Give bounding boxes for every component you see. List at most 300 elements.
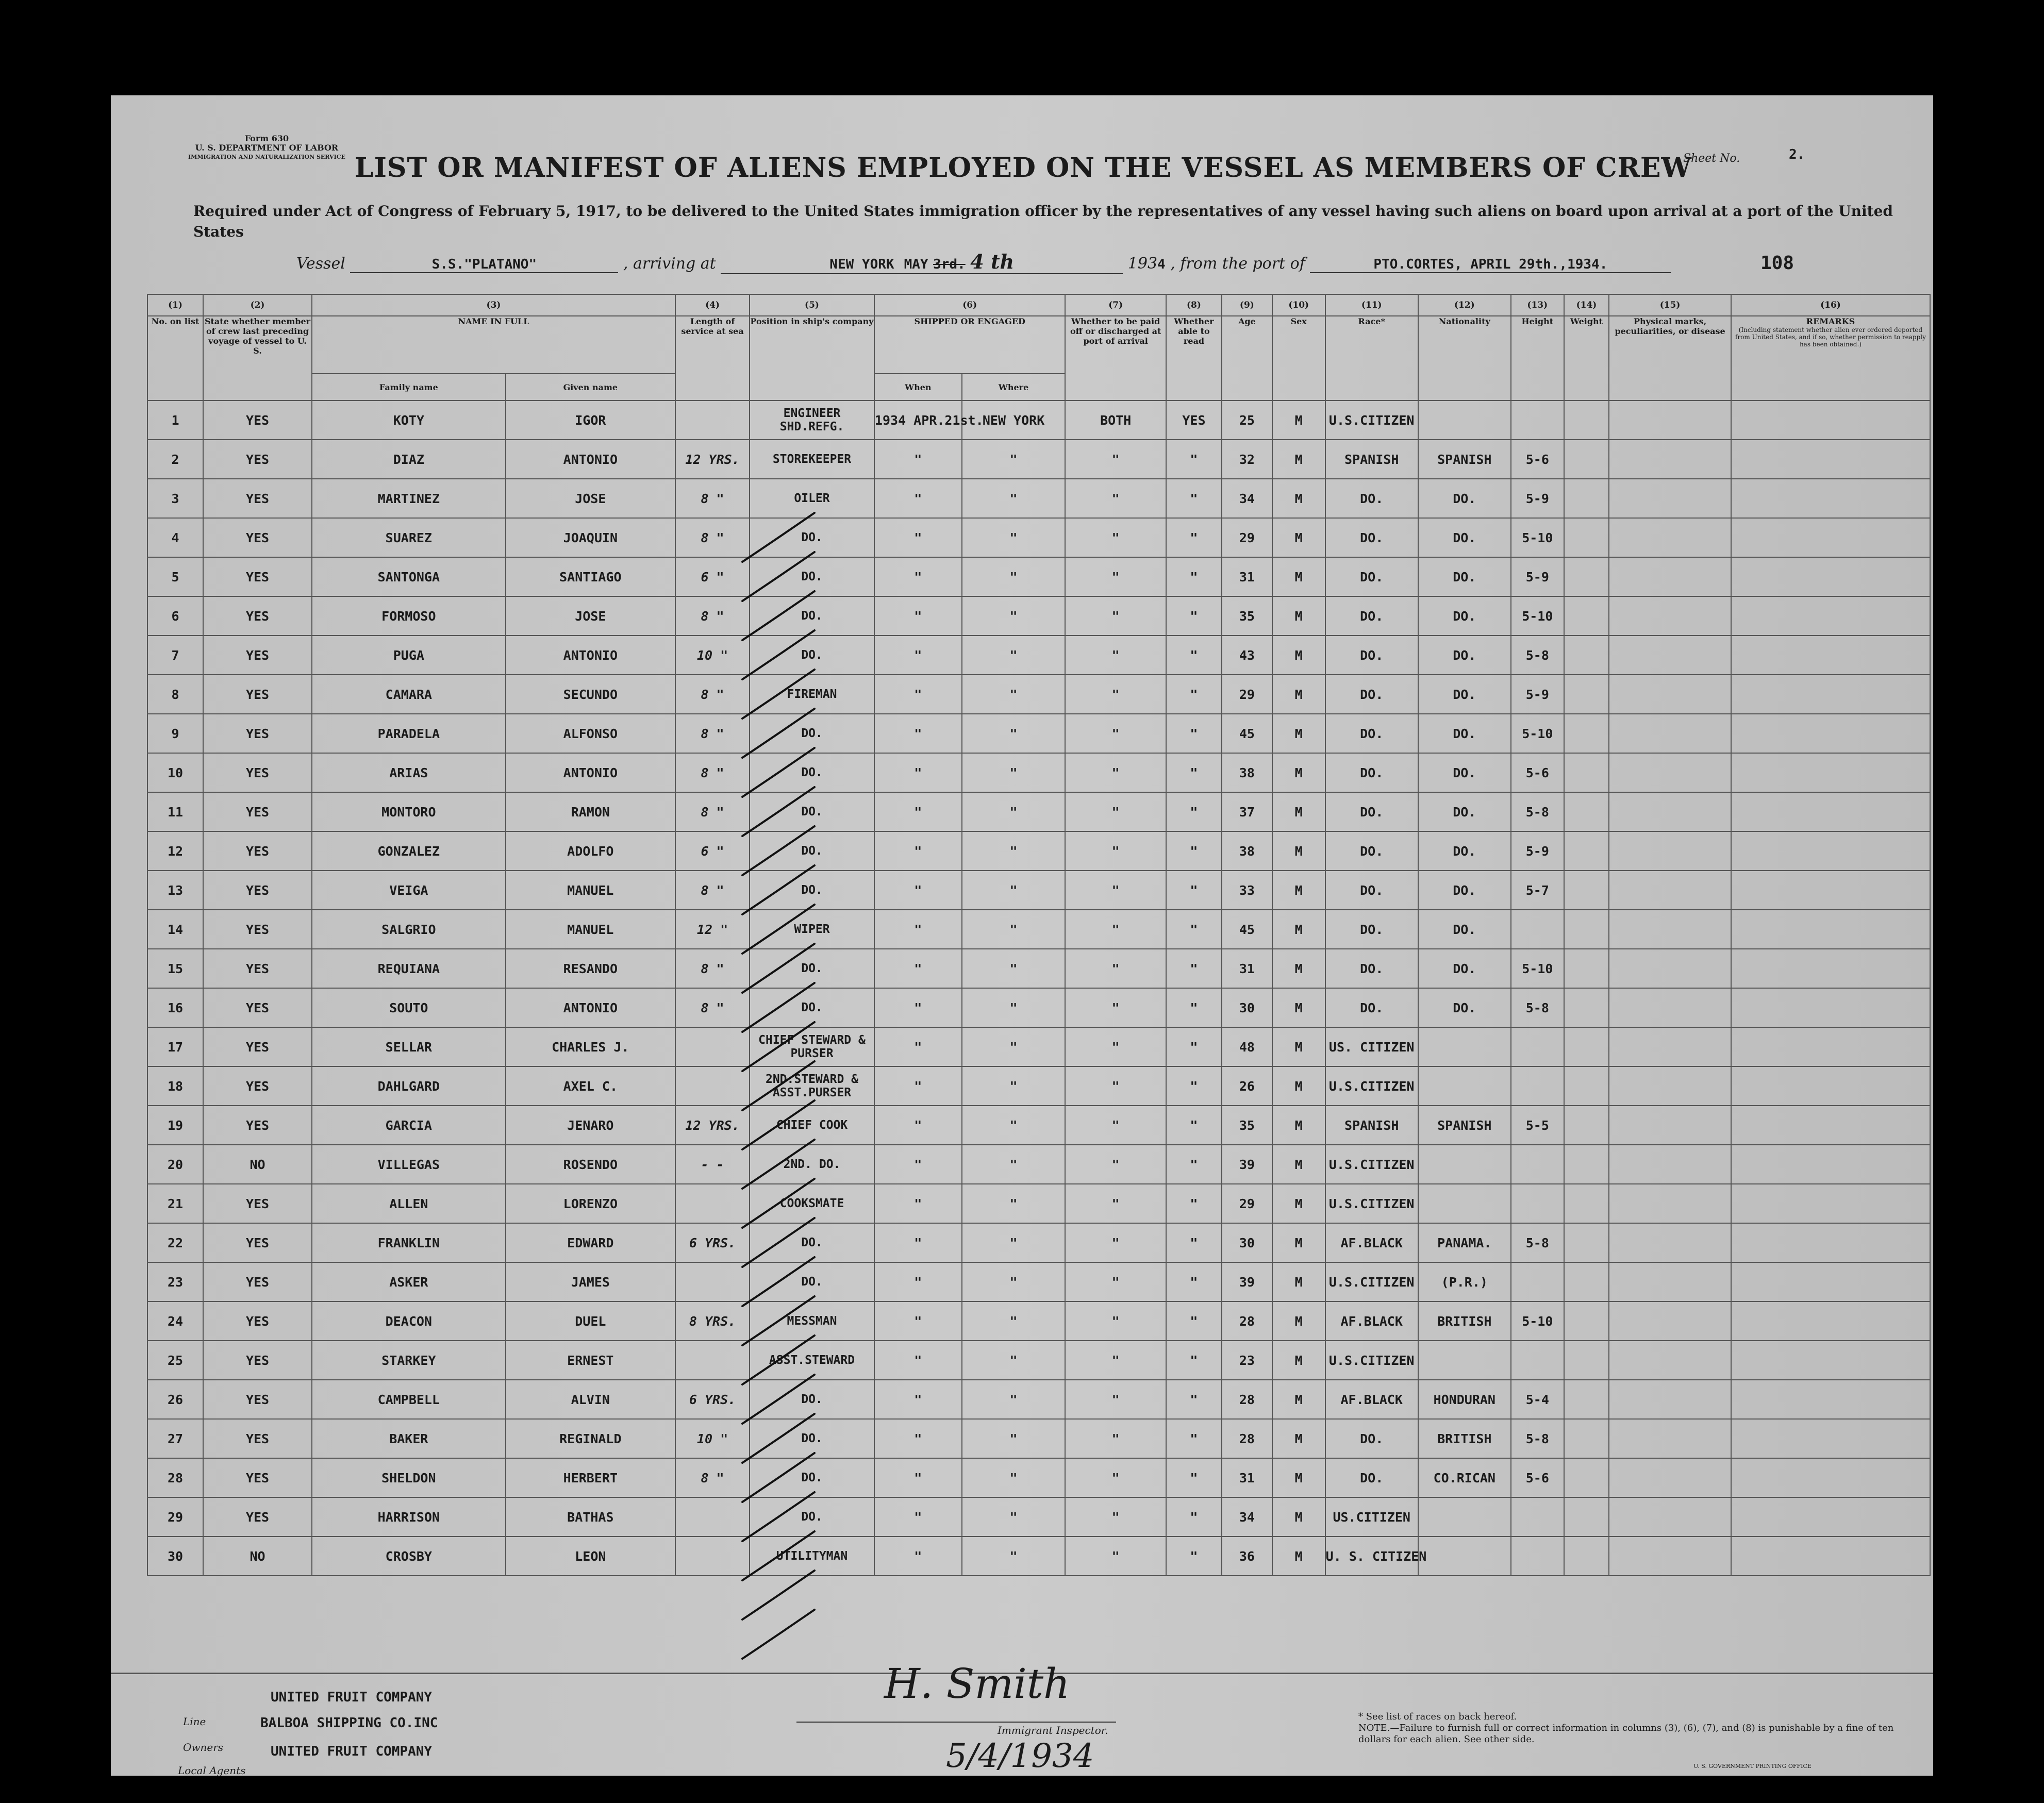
col-num: (9) [1222, 294, 1272, 316]
signature-line [796, 1722, 1116, 1723]
cell-given-name: EDWARD [506, 1223, 675, 1262]
cell-able-to-read: " [1166, 1380, 1222, 1419]
cell-weight [1564, 400, 1609, 440]
cell-nationality: DO. [1418, 910, 1511, 949]
cell-family-name: KOTY [312, 400, 506, 440]
cell-family-name: STARKEY [312, 1341, 506, 1380]
cell-physical-marks [1609, 518, 1731, 557]
cell-physical-marks [1609, 1537, 1731, 1576]
check-slash [742, 1061, 815, 1110]
cell-length-of-service: 10 " [675, 636, 750, 675]
cell-previous-voyage: NO [203, 1145, 312, 1184]
cell-position: CHIEF STEWARD & PURSER [750, 1027, 874, 1066]
col-num: (8) [1166, 294, 1222, 316]
cell-nationality: DO. [1418, 518, 1511, 557]
check-slash [742, 552, 815, 601]
cell-remarks [1731, 792, 1930, 831]
cell-weight [1564, 518, 1609, 557]
cell-shipped-where: " [962, 1341, 1066, 1380]
check-slash [742, 591, 815, 640]
cell-shipped-where: " [962, 753, 1066, 792]
check-slash [742, 1492, 815, 1541]
cell-previous-voyage: YES [203, 1223, 312, 1262]
cell-nationality: HONDURAN [1418, 1380, 1511, 1419]
check-slash [742, 670, 815, 719]
cell-shipped-where: " [962, 949, 1066, 988]
cell-race: DO. [1325, 1419, 1418, 1458]
cell-previous-voyage: YES [203, 792, 312, 831]
cell-nationality [1418, 1145, 1511, 1184]
cell-remarks [1731, 1301, 1930, 1341]
cell-shipped-where: " [962, 636, 1066, 675]
arrival-day: 4 th [970, 250, 1015, 273]
document-header [111, 95, 1933, 302]
cell-paid-off: " [1065, 1341, 1166, 1380]
table-row [147, 1341, 1930, 1380]
cell-position: DO. [750, 596, 874, 636]
cell-given-name: CHARLES J. [506, 1027, 675, 1066]
cell-height: 5-10 [1511, 1301, 1564, 1341]
cell-given-name: ANTONIO [506, 753, 675, 792]
cell-sex: M [1272, 1106, 1325, 1145]
cell-paid-off: " [1065, 1497, 1166, 1537]
col-num: (15) [1609, 294, 1731, 316]
cell-sex: M [1272, 871, 1325, 910]
cell-race: DO. [1325, 792, 1418, 831]
cell-sex: M [1272, 831, 1325, 871]
cell-family-name: MARTINEZ [312, 479, 506, 518]
cell-previous-voyage: YES [203, 518, 312, 557]
cell-nationality: DO. [1418, 792, 1511, 831]
cell-row-number: 21 [147, 1184, 203, 1223]
cell-paid-off: " [1065, 1419, 1166, 1458]
cell-shipped-where: " [962, 910, 1066, 949]
col-num: (5) [750, 294, 874, 316]
cell-row-number: 7 [147, 636, 203, 675]
table-row [147, 714, 1930, 753]
cell-nationality: (P.R.) [1418, 1262, 1511, 1301]
cell-physical-marks [1609, 440, 1731, 479]
cell-weight [1564, 949, 1609, 988]
header-race: Race* [1325, 316, 1418, 400]
check-slash [742, 630, 815, 679]
cell-remarks [1731, 714, 1930, 753]
cell-age: 30 [1222, 1223, 1272, 1262]
cell-family-name: SALGRIO [312, 910, 506, 949]
cell-shipped-when: " [874, 792, 962, 831]
cell-row-number: 15 [147, 949, 203, 988]
header-position: Position in ship's company [750, 316, 874, 400]
cell-position: DO. [750, 518, 874, 557]
cell-previous-voyage: YES [203, 1066, 312, 1106]
cell-length-of-service: 12 YRS. [675, 440, 750, 479]
cell-sex: M [1272, 1066, 1325, 1106]
cell-given-name: ANTONIO [506, 636, 675, 675]
cell-family-name: DIAZ [312, 440, 506, 479]
cell-race: DO. [1325, 988, 1418, 1027]
cell-age: 31 [1222, 949, 1272, 988]
header-name-in-full: NAME IN FULL [312, 316, 675, 374]
cell-sex: M [1272, 988, 1325, 1027]
cell-shipped-where: " [962, 792, 1066, 831]
cell-given-name: RESANDO [506, 949, 675, 988]
cell-family-name: SOUTO [312, 988, 506, 1027]
cell-family-name: SELLAR [312, 1027, 506, 1066]
inspection-date: 5/4/1934 [946, 1737, 1094, 1775]
cell-paid-off: " [1065, 1301, 1166, 1341]
cell-previous-voyage: YES [203, 479, 312, 518]
cell-row-number: 23 [147, 1262, 203, 1301]
cell-shipped-when: " [874, 753, 962, 792]
cell-paid-off: " [1065, 596, 1166, 636]
cell-family-name: ASKER [312, 1262, 506, 1301]
cell-remarks [1731, 910, 1930, 949]
arriving-label: , arriving at [623, 255, 716, 273]
cell-row-number: 18 [147, 1066, 203, 1106]
cell-position: DO. [750, 871, 874, 910]
cell-row-number: 14 [147, 910, 203, 949]
col-num: (7) [1065, 294, 1166, 316]
cell-sex: M [1272, 753, 1325, 792]
cell-family-name: MONTORO [312, 792, 506, 831]
cell-height [1511, 400, 1564, 440]
cell-sex: M [1272, 949, 1325, 988]
cell-height: 5-8 [1511, 988, 1564, 1027]
cell-weight [1564, 596, 1609, 636]
cell-shipped-when: " [874, 479, 962, 518]
cell-sex: M [1272, 1341, 1325, 1380]
cell-nationality [1418, 1066, 1511, 1106]
check-slash [742, 1453, 815, 1502]
cell-able-to-read: " [1166, 1537, 1222, 1576]
cell-physical-marks [1609, 479, 1731, 518]
cell-previous-voyage: YES [203, 1106, 312, 1145]
cell-physical-marks [1609, 831, 1731, 871]
sheet-number: 2. [1789, 147, 1805, 162]
cell-previous-voyage: YES [203, 1380, 312, 1419]
cell-weight [1564, 1106, 1609, 1145]
cell-row-number: 29 [147, 1497, 203, 1537]
table-row [147, 831, 1930, 871]
table-row [147, 1301, 1930, 1341]
cell-given-name: JOSE [506, 479, 675, 518]
cell-physical-marks [1609, 871, 1731, 910]
check-slash [742, 1335, 815, 1384]
table-row [147, 1458, 1930, 1497]
cell-family-name: CROSBY [312, 1537, 506, 1576]
cell-family-name: ALLEN [312, 1184, 506, 1223]
cell-shipped-when: " [874, 1066, 962, 1106]
cell-able-to-read: " [1166, 1419, 1222, 1458]
cell-age: 29 [1222, 1184, 1272, 1223]
cell-nationality: PANAMA. [1418, 1223, 1511, 1262]
check-slash [742, 1140, 815, 1189]
table-row [147, 1066, 1930, 1106]
cell-given-name: ANTONIO [506, 440, 675, 479]
header-when: When [874, 374, 962, 400]
cell-nationality: DO. [1418, 831, 1511, 871]
cell-height [1511, 1027, 1564, 1066]
cell-shipped-where: " [962, 831, 1066, 871]
cell-given-name: LEON [506, 1537, 675, 1576]
cell-family-name: SUAREZ [312, 518, 506, 557]
cell-race: DO. [1325, 831, 1418, 871]
cell-given-name: MANUEL [506, 871, 675, 910]
cell-height [1511, 1341, 1564, 1380]
cell-nationality: DO. [1418, 988, 1511, 1027]
cell-sex: M [1272, 518, 1325, 557]
cell-weight [1564, 871, 1609, 910]
cell-shipped-when: " [874, 1419, 962, 1458]
table-row [147, 1262, 1930, 1301]
cell-position: ASST.STEWARD [750, 1341, 874, 1380]
cell-position: DO. [750, 831, 874, 871]
cell-height: 5-8 [1511, 792, 1564, 831]
cell-length-of-service: 8 " [675, 949, 750, 988]
check-marks [737, 503, 820, 1673]
cell-sex: M [1272, 1223, 1325, 1262]
cell-family-name: GARCIA [312, 1106, 506, 1145]
cell-race: U.S.CITIZEN [1325, 1341, 1418, 1380]
cell-family-name: PARADELA [312, 714, 506, 753]
cell-race: U.S.CITIZEN [1325, 1262, 1418, 1301]
cell-age: 36 [1222, 1537, 1272, 1576]
cell-weight [1564, 1145, 1609, 1184]
cell-weight [1564, 831, 1609, 871]
cell-paid-off: " [1065, 871, 1166, 910]
cell-height: 5-6 [1511, 753, 1564, 792]
cell-weight [1564, 1066, 1609, 1106]
header-shipped-or-engaged: SHIPPED OR ENGAGED [874, 316, 1065, 374]
cell-weight [1564, 792, 1609, 831]
cell-nationality: DO. [1418, 557, 1511, 596]
cell-paid-off: " [1065, 1027, 1166, 1066]
cell-length-of-service: 8 " [675, 596, 750, 636]
cell-remarks [1731, 1458, 1930, 1497]
line-value: UNITED FRUIT COMPANY [271, 1690, 433, 1705]
cell-physical-marks [1609, 1223, 1731, 1262]
cell-age: 23 [1222, 1341, 1272, 1380]
cell-paid-off: " [1065, 1106, 1166, 1145]
agents-label: Local Agents [178, 1764, 246, 1777]
cell-able-to-read: " [1166, 1145, 1222, 1184]
cell-shipped-where: " [962, 714, 1066, 753]
cell-shipped-when: " [874, 949, 962, 988]
cell-age: 25 [1222, 400, 1272, 440]
table-row [147, 753, 1930, 792]
cell-shipped-when: " [874, 1380, 962, 1419]
vessel-label: Vessel [296, 255, 345, 273]
cell-height [1511, 1184, 1564, 1223]
cell-paid-off: " [1065, 988, 1166, 1027]
cell-shipped-where: " [962, 518, 1066, 557]
cell-remarks [1731, 1341, 1930, 1380]
vessel-line [296, 250, 1671, 274]
cell-shipped-when: " [874, 1341, 962, 1380]
check-slash [742, 944, 815, 993]
cell-shipped-when: " [874, 871, 962, 910]
cell-remarks [1731, 1184, 1930, 1223]
cell-sex: M [1272, 675, 1325, 714]
check-slash [742, 1375, 815, 1424]
cell-length-of-service: 8 " [675, 518, 750, 557]
cell-race: U.S.CITIZEN [1325, 1145, 1418, 1184]
check-slash [742, 1100, 815, 1149]
cell-nationality: DO. [1418, 479, 1511, 518]
cell-length-of-service: 10 " [675, 1419, 750, 1458]
cell-sex: M [1272, 1458, 1325, 1497]
cell-able-to-read: YES [1166, 400, 1222, 440]
cell-race: DO. [1325, 557, 1418, 596]
cell-race: DO. [1325, 871, 1418, 910]
header-remarks [1731, 316, 1930, 400]
cell-shipped-when: " [874, 1497, 962, 1537]
cell-length-of-service: 8 " [675, 675, 750, 714]
cell-position: STOREKEEPER [750, 440, 874, 479]
cell-nationality [1418, 400, 1511, 440]
check-slash [742, 1414, 815, 1463]
cell-nationality [1418, 1537, 1511, 1576]
cell-row-number: 10 [147, 753, 203, 792]
cell-paid-off: " [1065, 910, 1166, 949]
cell-row-number: 28 [147, 1458, 203, 1497]
table-row [147, 792, 1930, 831]
cell-able-to-read: " [1166, 1066, 1222, 1106]
cell-able-to-read: " [1166, 1184, 1222, 1223]
table-row [147, 1145, 1930, 1184]
cell-position: COOKSMATE [750, 1184, 874, 1223]
cell-given-name: MANUEL [506, 910, 675, 949]
cell-row-number: 26 [147, 1380, 203, 1419]
cell-physical-marks [1609, 557, 1731, 596]
cell-shipped-when: " [874, 1223, 962, 1262]
cell-paid-off: " [1065, 675, 1166, 714]
cell-able-to-read: " [1166, 479, 1222, 518]
cell-nationality: DO. [1418, 949, 1511, 988]
header-family-name: Family name [312, 374, 506, 400]
cell-physical-marks [1609, 714, 1731, 753]
cell-paid-off: BOTH [1065, 400, 1166, 440]
cell-remarks [1731, 871, 1930, 910]
cell-remarks [1731, 1027, 1930, 1066]
cell-position: DO. [750, 714, 874, 753]
cell-family-name: SANTONGA [312, 557, 506, 596]
table-row [147, 1184, 1930, 1223]
cell-position: OILER [750, 479, 874, 518]
cell-race: DO. [1325, 910, 1418, 949]
cell-physical-marks [1609, 1301, 1731, 1341]
check-slash [742, 513, 815, 562]
cell-physical-marks [1609, 988, 1731, 1027]
cell-age: 34 [1222, 1497, 1272, 1537]
cell-length-of-service: 6 YRS. [675, 1380, 750, 1419]
cell-length-of-service [675, 400, 750, 440]
cell-paid-off: " [1065, 636, 1166, 675]
cell-row-number: 11 [147, 792, 203, 831]
cell-previous-voyage: YES [203, 831, 312, 871]
col-num: (1) [147, 294, 203, 316]
cell-shipped-where: " [962, 1380, 1066, 1419]
cell-shipped-when: " [874, 1458, 962, 1497]
cell-remarks [1731, 400, 1930, 440]
check-slash [742, 709, 815, 758]
cell-sex: M [1272, 1262, 1325, 1301]
cell-sex: M [1272, 1380, 1325, 1419]
cell-shipped-where: " [962, 1458, 1066, 1497]
document-title: LIST OR MANIFEST OF ALIENS EMPLOYED ON THE VESSEL AS MEMBERS OF CREW [355, 152, 1692, 183]
cell-race: AF.BLACK [1325, 1301, 1418, 1341]
cell-able-to-read: " [1166, 1106, 1222, 1145]
cell-race: U. S. CITIZEN [1325, 1537, 1418, 1576]
cell-row-number: 2 [147, 440, 203, 479]
cell-shipped-when: " [874, 831, 962, 871]
header-paid-off: Whether to be paid off or discharged at port of arrival [1065, 316, 1166, 400]
cell-length-of-service: 8 " [675, 871, 750, 910]
cell-given-name: RAMON [506, 792, 675, 831]
table-row [147, 910, 1930, 949]
col-num: (14) [1564, 294, 1609, 316]
cell-length-of-service: 6 " [675, 557, 750, 596]
cell-position: DO. [750, 949, 874, 988]
cell-family-name: CAMARA [312, 675, 506, 714]
cell-nationality: DO. [1418, 636, 1511, 675]
cell-previous-voyage: YES [203, 1184, 312, 1223]
cell-weight [1564, 479, 1609, 518]
header-age: Age [1222, 316, 1272, 400]
cell-nationality: CO.RICAN [1418, 1458, 1511, 1497]
cell-weight [1564, 1380, 1609, 1419]
cell-paid-off: " [1065, 1223, 1166, 1262]
cell-remarks [1731, 479, 1930, 518]
cell-shipped-when: " [874, 1106, 962, 1145]
cell-sex: M [1272, 636, 1325, 675]
check-slash [742, 983, 815, 1032]
from-label: , from the port of [1170, 255, 1305, 273]
cell-physical-marks [1609, 675, 1731, 714]
cell-shipped-where: " [962, 440, 1066, 479]
check-slash [742, 905, 815, 954]
cell-sex: M [1272, 1145, 1325, 1184]
cell-given-name: ALFONSO [506, 714, 675, 753]
arrival-date [721, 250, 1123, 274]
cell-shipped-when: 1934 APR.21st. [874, 400, 962, 440]
cell-height: 5-9 [1511, 557, 1564, 596]
penalty-note: NOTE.—Failure to furnish full or correct information in columns (3), (6), (7), and (8) is punishable by a fine of ten dollars for each alien. See other side. [1358, 1723, 1894, 1745]
manifest-page [111, 95, 1933, 1776]
cell-sex: M [1272, 1301, 1325, 1341]
cell-previous-voyage: YES [203, 557, 312, 596]
cell-physical-marks [1609, 1419, 1731, 1458]
cell-weight [1564, 1184, 1609, 1223]
cell-age: 29 [1222, 518, 1272, 557]
cell-shipped-when: " [874, 1301, 962, 1341]
cell-height [1511, 910, 1564, 949]
owners-value: BALBOA SHIPPING CO.INC [260, 1715, 438, 1731]
year-suffix: 4 [1157, 257, 1166, 272]
cell-shipped-where: " [962, 1066, 1066, 1106]
cell-nationality [1418, 1497, 1511, 1537]
cell-given-name: ERNEST [506, 1341, 675, 1380]
cell-age: 38 [1222, 753, 1272, 792]
cell-position: DO. [750, 1262, 874, 1301]
cell-height: 5-5 [1511, 1106, 1564, 1145]
col-num: (2) [203, 294, 312, 316]
document-subtitle: Required under Act of Congress of February 5, 1917, to be delivered to the United States immigration officer by the representatives of any vessel having such aliens on board upon arrival at a port of the United States [193, 203, 1893, 240]
table-row [147, 479, 1930, 518]
inspector-signature: H. Smith [884, 1660, 1070, 1708]
cell-remarks [1731, 675, 1930, 714]
cell-given-name: ALVIN [506, 1380, 675, 1419]
